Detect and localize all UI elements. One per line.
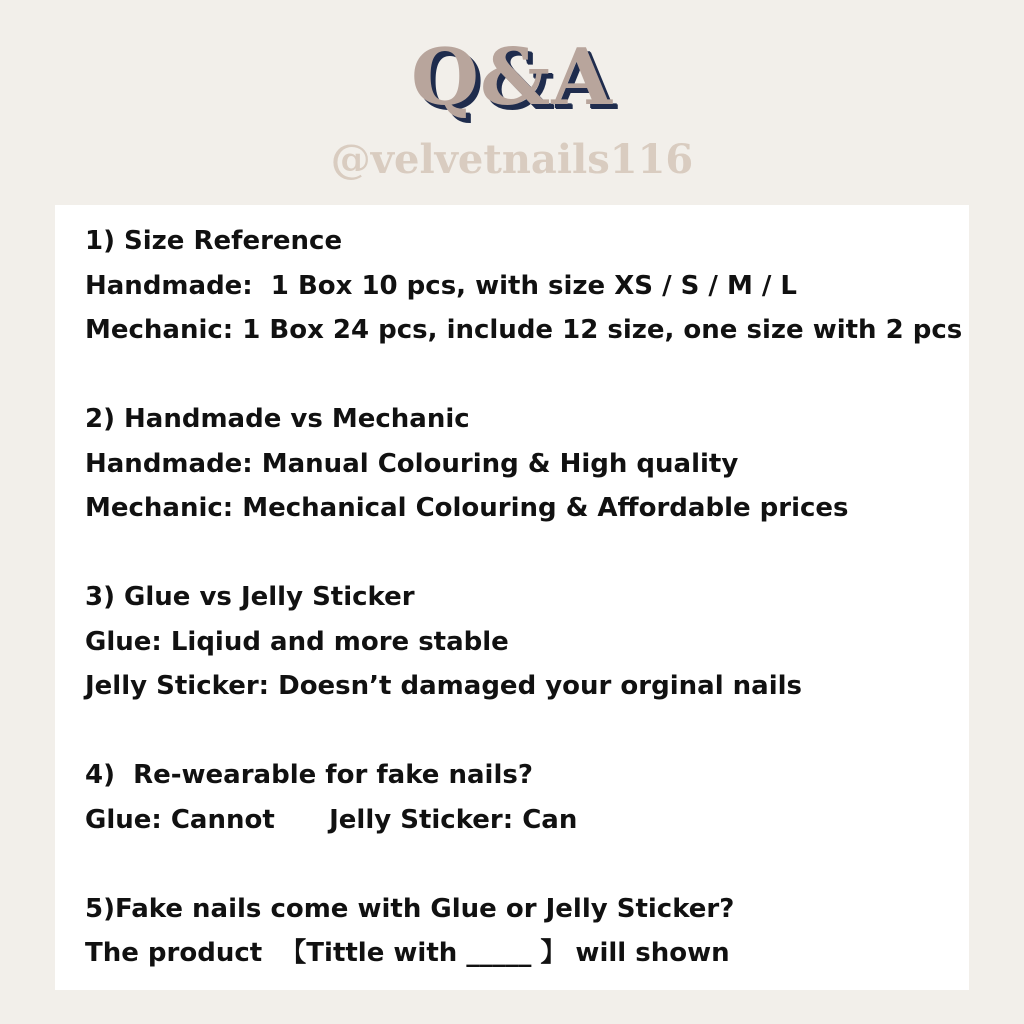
page-title: Q&A <box>411 32 613 123</box>
instagram-handle: @velvetnails116 <box>330 136 694 183</box>
q1-answer-mechanic: Mechanic: 1 Box 24 pcs, include 12 size, one size with 2 pcs <box>85 315 963 345</box>
q1-heading: 1) Size Reference <box>85 226 343 256</box>
q1-answer-handmade: Handmade: 1 Box 10 pcs, with size XS / S / M / L <box>85 271 797 301</box>
q3-answer-glue: Glue: Liqiud and more stable <box>85 627 509 657</box>
q3-heading: 3) Glue vs Jelly Sticker <box>85 582 415 612</box>
q5-answer: The product 【Tittle with _____ 】 will shown <box>85 938 730 968</box>
qa-card <box>55 205 969 990</box>
q4-answer: Glue: Cannot Jelly Sticker: Can <box>85 805 578 835</box>
q2-answer-handmade: Handmade: Manual Colouring & High quality <box>85 449 739 479</box>
q5-heading: 5)Fake nails come with Glue or Jelly Sticker? <box>85 894 735 924</box>
q2-heading: 2) Handmade vs Mechanic <box>85 404 470 434</box>
q3-answer-jelly-sticker: Jelly Sticker: Doesn’t damaged your orginal nails <box>85 671 803 701</box>
q4-heading: 4) Re-wearable for fake nails? <box>85 760 533 790</box>
q2-answer-mechanic: Mechanic: Mechanical Colouring & Affordable prices <box>85 493 849 523</box>
